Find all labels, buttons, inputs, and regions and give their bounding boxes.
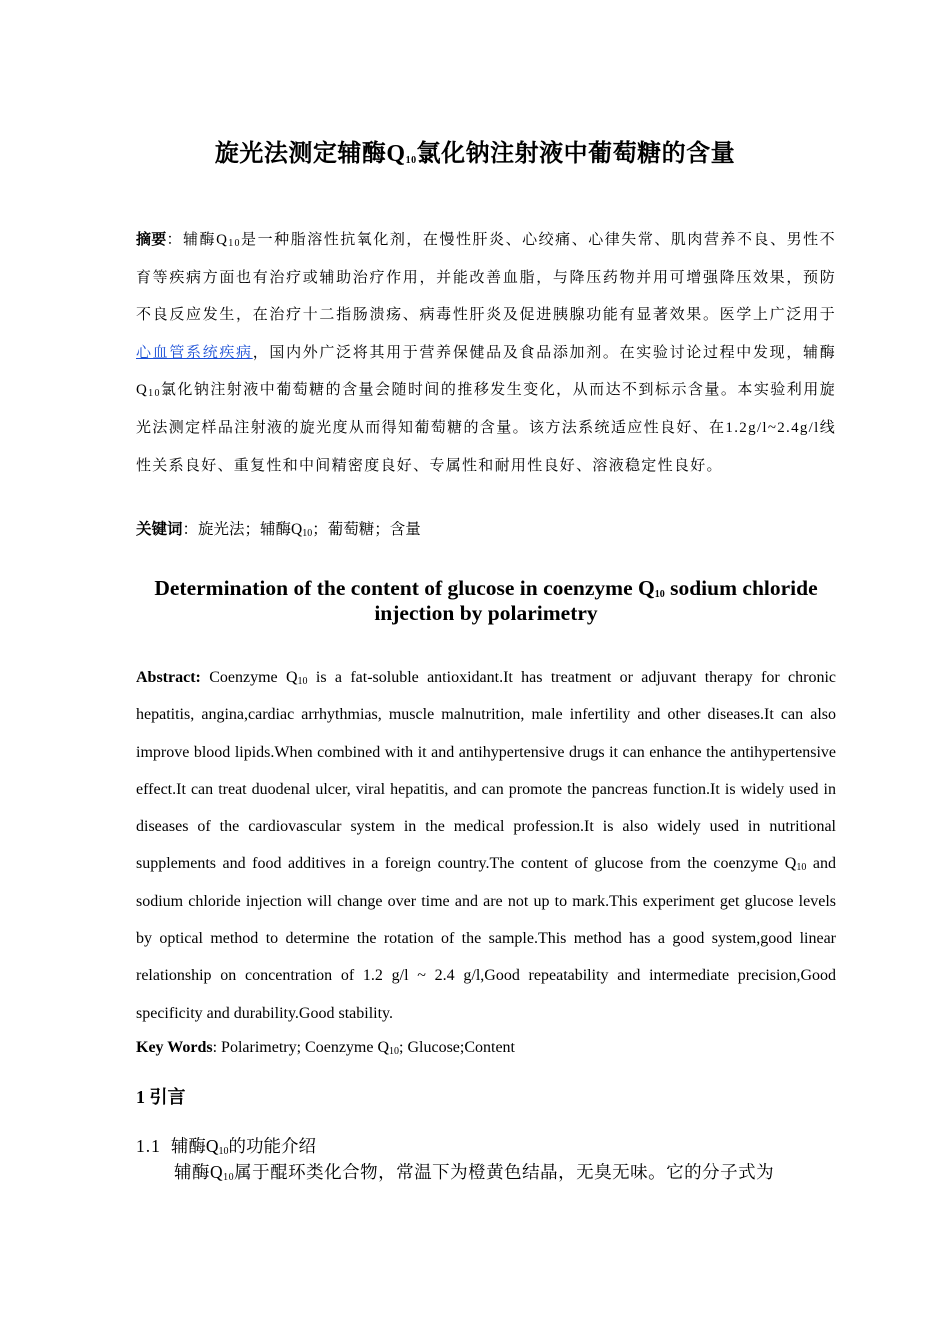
- keywords-label: 关键词: [136, 521, 183, 538]
- keywords-text: : Polarimetry; Coenzyme Q: [212, 1039, 390, 1056]
- subscript: 10: [297, 676, 308, 687]
- subscript: 10: [654, 589, 665, 600]
- subscript: 10: [228, 238, 241, 249]
- subscript: 10: [796, 862, 807, 874]
- abstract-label: 摘要: [136, 232, 167, 248]
- abstract-text: and sodium chloride injection will change over time and are not up to mark.This experiment get glucose levels by optical method to determine the rotation of the sample.This method has a good system,good linear relationship on concentration of 1.2 g/l ~ 2.4 g/l,Good repeatability and intermediate precision,Good specificity and durability.Good stability.: [136, 855, 837, 1022]
- keywords-text: ; Glucose;Content: [399, 1039, 515, 1056]
- english-abstract: [136, 659, 836, 1032]
- keywords-text: ；葡萄糖；含量: [312, 521, 421, 538]
- subscript: 10: [405, 155, 417, 166]
- chinese-title: [0, 133, 950, 168]
- subscript: 10: [218, 1146, 229, 1157]
- abstract-colon: ：: [166, 232, 184, 248]
- chinese-title-text: 氯化钠注射液中葡萄糖的含量: [416, 141, 736, 167]
- abstract-text: is a fat-soluble antioxidant.It has treatment or adjuvant therapy for chronic hepatitis, angina,cardiac arrhythmias, muscle malnutrition, male infertility and other diseases.It can also improve blood lipids.When combined with it and antihypertensive drugs it can enhance the antihypertensive effect.It can treat duodenal ulcer, viral hepatitis, and can promote the pancreas function.It is widely used in diseases of the cardiovascular system in the medical profession.It is also widely used in nutritional supplements and food additives in a foreign country.The content of glucose from the coenzyme Q: [136, 669, 836, 873]
- subscript: 10: [389, 1046, 400, 1057]
- abstract-label: Abstract:: [136, 669, 201, 686]
- subsection-heading: [136, 1133, 836, 1159]
- subsection-number: 1.1: [136, 1136, 161, 1156]
- keywords-text: 旋光法；辅酶Q: [198, 521, 303, 538]
- abstract-text: ，国内外广泛将其用于营养保健品及食品添加剂。在实验讨论过程中发现，辅酶Q: [136, 344, 836, 399]
- chinese-keywords: [136, 516, 836, 544]
- english-title-text: sodium chloride injection by polarimetry: [374, 576, 818, 625]
- english-title: [130, 576, 842, 626]
- english-keywords: [136, 1035, 836, 1061]
- keywords-colon: ：: [182, 521, 199, 538]
- subsection-title: 的功能介绍: [228, 1136, 317, 1156]
- section-heading: 1 引言: [136, 1087, 186, 1107]
- abstract-text: 是一种脂溶性抗氧化剂，在慢性肝炎、心绞痛、心律失常、肌肉营养不良、男性不育等疾病方面也有治疗或辅助治疗作用，并能改善血脂，与降压药物并用可增强降压效果，预防不良反应发生，在治疗十二指肠溃疡、病毒性肝炎及促进胰腺功能有显著效果。医学上广泛用于: [136, 232, 836, 324]
- abstract-text: 辅酶Q: [183, 232, 229, 248]
- keywords-label: Key Words: [136, 1039, 213, 1056]
- abstract-text: Coenzyme Q: [200, 669, 298, 686]
- body-text: 辅酶Q: [174, 1162, 224, 1182]
- body-paragraph: [136, 1159, 836, 1185]
- chinese-abstract: [136, 222, 836, 485]
- body-text: 属于醌环类化合物，常温下为橙黄色结晶，无臭无味。它的分子式为: [234, 1162, 775, 1182]
- abstract-text: 氯化钠注射液中葡萄糖的含量会随时间的推移发生变化，从而达不到标示含量。本实验利用旋光法测定样品注射液的旋光度从而得知葡萄糖的含量。该方法系统适应性良好、在1.2g/l~2.4g/l线性关系良好、重复性和中间精密度良好、专属性和耐用性良好、溶液稳定性良好。: [136, 382, 836, 474]
- subscript: 10: [302, 528, 313, 539]
- subsection-title: 辅酶Q: [170, 1136, 219, 1156]
- chinese-title-text: 旋光法测定辅酶Q: [214, 141, 406, 167]
- subscript: 10: [148, 388, 161, 400]
- english-title-text: Determination of the content of glucose in coenzyme Q: [154, 576, 655, 600]
- subscript: 10: [223, 1172, 235, 1183]
- cardiovascular-disease-link[interactable]: 心血管系统疾病: [136, 344, 253, 361]
